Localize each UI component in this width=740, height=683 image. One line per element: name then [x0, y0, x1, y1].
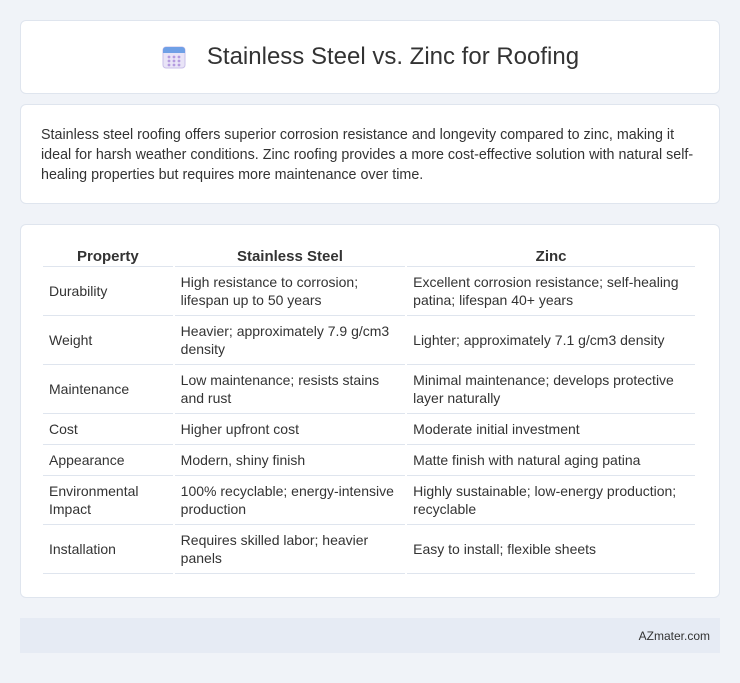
header-stainless-steel: Stainless Steel [175, 245, 405, 267]
intro-card [20, 104, 720, 204]
cell-zinc: Excellent corrosion resistance; self-healing patina; lifespan 40+ years [407, 267, 695, 316]
intro-text: Stainless steel roofing offers superior corrosion resistance and longevity compared to zinc, making it ideal for harsh weather conditions. Zinc roofing provides a more cost-effective solution with natural self-healing properties but requires more maintenance over time. [41, 127, 694, 183]
footer [20, 618, 720, 653]
table-row [43, 316, 695, 365]
cell-property: Appearance [43, 445, 173, 476]
table-header-row [43, 245, 695, 267]
table-row [43, 414, 695, 445]
cell-stainless-steel: 100% recyclable; energy-intensive production [175, 476, 405, 525]
footer-source: AZmater.com [638, 628, 710, 643]
header-zinc: Zinc [407, 245, 695, 267]
title-card [20, 20, 720, 94]
cell-property: Maintenance [43, 365, 173, 414]
cell-stainless-steel: Requires skilled labor; heavier panels [175, 525, 405, 574]
cell-stainless-steel: Modern, shiny finish [175, 445, 405, 476]
comparison-table [41, 245, 697, 574]
cell-property: Installation [43, 525, 173, 574]
table-row [43, 445, 695, 476]
cell-stainless-steel: Low maintenance; resists stains and rust [175, 365, 405, 414]
header-property: Property [43, 245, 173, 267]
cell-property: Environmental Impact [43, 476, 173, 525]
title-wrap [161, 43, 579, 71]
table-row [43, 476, 695, 525]
table-row [43, 267, 695, 316]
cell-stainless-steel: Heavier; approximately 7.9 g/cm3 density [175, 316, 405, 365]
cell-property: Durability [43, 267, 173, 316]
table-row [43, 525, 695, 574]
cell-zinc: Lighter; approximately 7.1 g/cm3 density [407, 316, 695, 365]
cell-zinc: Matte finish with natural aging patina [407, 445, 695, 476]
cell-zinc: Minimal maintenance; develops protective layer naturally [407, 365, 695, 414]
cell-stainless-steel: High resistance to corrosion; lifespan up to 50 years [175, 267, 405, 316]
cell-zinc: Moderate initial investment [407, 414, 695, 445]
cell-stainless-steel: Higher upfront cost [175, 414, 405, 445]
comparison-table-card [20, 224, 720, 598]
calendar-icon [161, 44, 187, 70]
table-row [43, 365, 695, 414]
cell-zinc: Highly sustainable; low-energy production; recyclable [407, 476, 695, 525]
cell-zinc: Easy to install; flexible sheets [407, 525, 695, 574]
page-title: Stainless Steel vs. Zinc for Roofing [206, 43, 580, 70]
cell-property: Cost [43, 414, 173, 445]
cell-property: Weight [43, 316, 173, 365]
